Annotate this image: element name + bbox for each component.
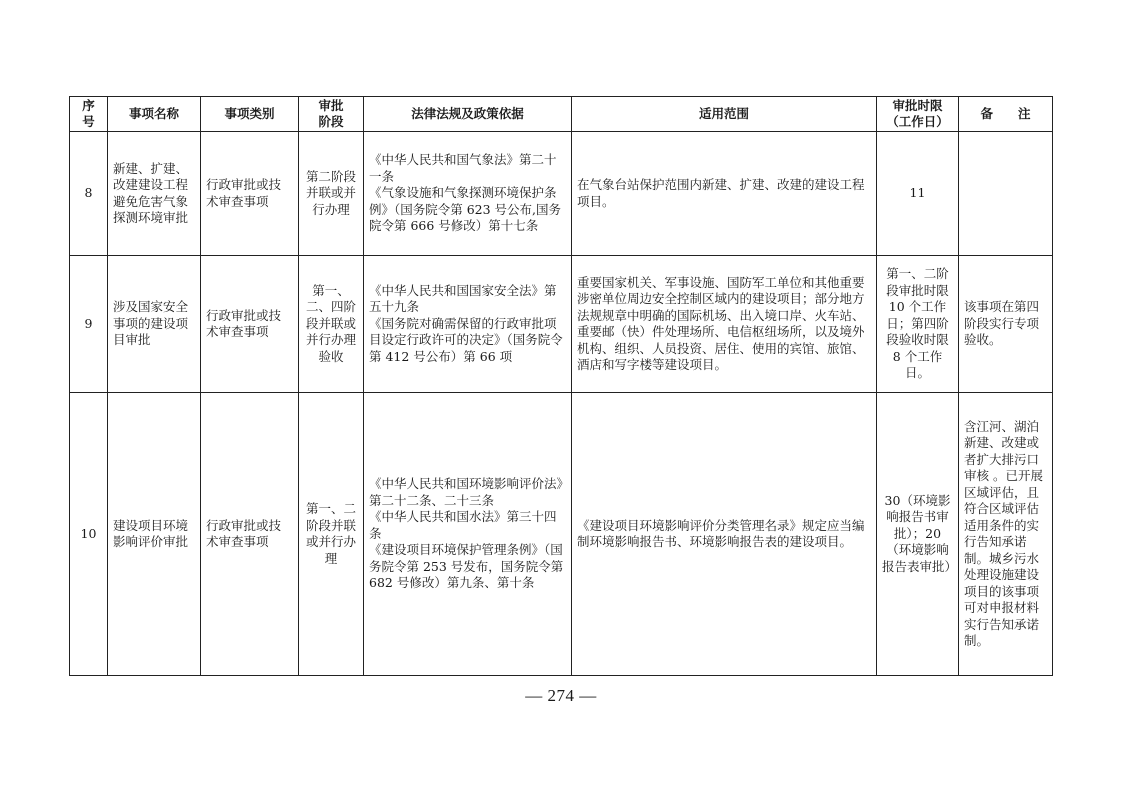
legal-basis-line: 《中华人民共和国环境影响评价法》第二十二条、二十三条 [369, 476, 563, 508]
approval-items-table [69, 96, 1053, 676]
row-item-type: 行政审批或技术审查事项 [201, 256, 299, 393]
header-scope: 适用范围 [572, 97, 877, 132]
row-legal-basis [364, 132, 572, 256]
header-notes: 备 注 [959, 97, 1053, 132]
table-row [70, 393, 1053, 676]
legal-basis-line: 《建设项目环境保护管理条例》（国务院令第 253 号发布，国务院令第 682 号修改）第九条、第十条 [369, 542, 564, 591]
legal-basis-line: 《中华人民共和国水法》第三十四条 [369, 509, 557, 541]
row-scope: 《建设项目环境影响评价分类管理名录》规定应当编制环境影响报告书、环境影响报告表的建设项目。 [572, 393, 877, 676]
row-item-name: 涉及国家安全事项的建设项目审批 [108, 256, 201, 393]
row-time-limit: 30（环境影响报告书审批）；20（环境影响报告表审批） [877, 393, 959, 676]
row-item-name: 新建、扩建、改建建设工程避免危害气象探测环境审批 [108, 132, 201, 256]
table-row [70, 132, 1053, 256]
legal-basis-line: 《中华人民共和国气象法》第二十一条 [369, 152, 557, 184]
row-approval-stage: 第一、二、四阶段并联或并行办理验收 [299, 256, 364, 393]
header-item-name: 事项名称 [108, 97, 201, 132]
header-approval-stage: 审批 阶段 [299, 97, 364, 132]
row-item-name: 建设项目环境影响评价审批 [108, 393, 201, 676]
legal-basis-line: 《气象设施和气象探测环境保护条例》（国务院令第 623 号公布,国务院令第 666 号修改）第十七条 [369, 185, 562, 234]
row-approval-stage: 第二阶段并联或并行办理 [299, 132, 364, 256]
row-scope: 重要国家机关、军事设施、国防军工单位和其他重要涉密单位周边安全控制区域内的建设项目；部分地方法规规章中明确的国际机场、出入境口岸、火车站、重要邮（快）件处理场所、电信枢纽场所，以及境外机构、组织、人员投资、居住、使用的宾馆、旅馆、酒店和写字楼等建设项目。 [572, 256, 877, 393]
header-item-type: 事项类别 [201, 97, 299, 132]
row-legal-basis [364, 393, 572, 676]
approval-items-sheet [69, 96, 1052, 676]
row-item-type: 行政审批或技术审查事项 [201, 132, 299, 256]
page-number: — 274 — [525, 686, 597, 705]
table-row [70, 256, 1053, 393]
row-notes: 该事项在第四阶段实行专项验收。 [959, 256, 1053, 393]
header-seq: 序 号 [70, 97, 108, 132]
row-time-limit: 11 [877, 132, 959, 256]
row-notes: 含江河、湖泊新建、改建或者扩大排污口审核 。已开展区域评估，且符合区域评估适用条件的实行告知承诺制。城乡污水处理设施建设项目的该事项可对申报材料实行告知承诺制。 [959, 393, 1053, 676]
row-notes [959, 132, 1053, 256]
row-item-type: 行政审批或技术审查事项 [201, 393, 299, 676]
row-scope: 在气象台站保护范围内新建、扩建、改建的建设工程项目。 [572, 132, 877, 256]
row-seq: 10 [70, 393, 108, 676]
row-seq: 9 [70, 256, 108, 393]
row-time-limit: 第一、二阶段审批时限 10 个工作日；第四阶段验收时限 8 个工作日。 [877, 256, 959, 393]
row-legal-basis [364, 256, 572, 393]
legal-basis-line: 《中华人民共和国国家安全法》第五十九条 [369, 282, 557, 315]
header-legal-basis: 法律法规及政策依据 [364, 97, 572, 132]
header-time-limit: 审批时限 （工作日） [877, 97, 959, 132]
row-approval-stage: 第一、二阶段并联或并行办理 [299, 393, 364, 676]
legal-basis-line: 《国务院对确需保留的行政审批项目设定行政许可的决定》（国务院令第 412 号公布）第 66 项 [369, 315, 563, 364]
table-header-row [70, 97, 1053, 132]
row-seq: 8 [70, 132, 108, 256]
